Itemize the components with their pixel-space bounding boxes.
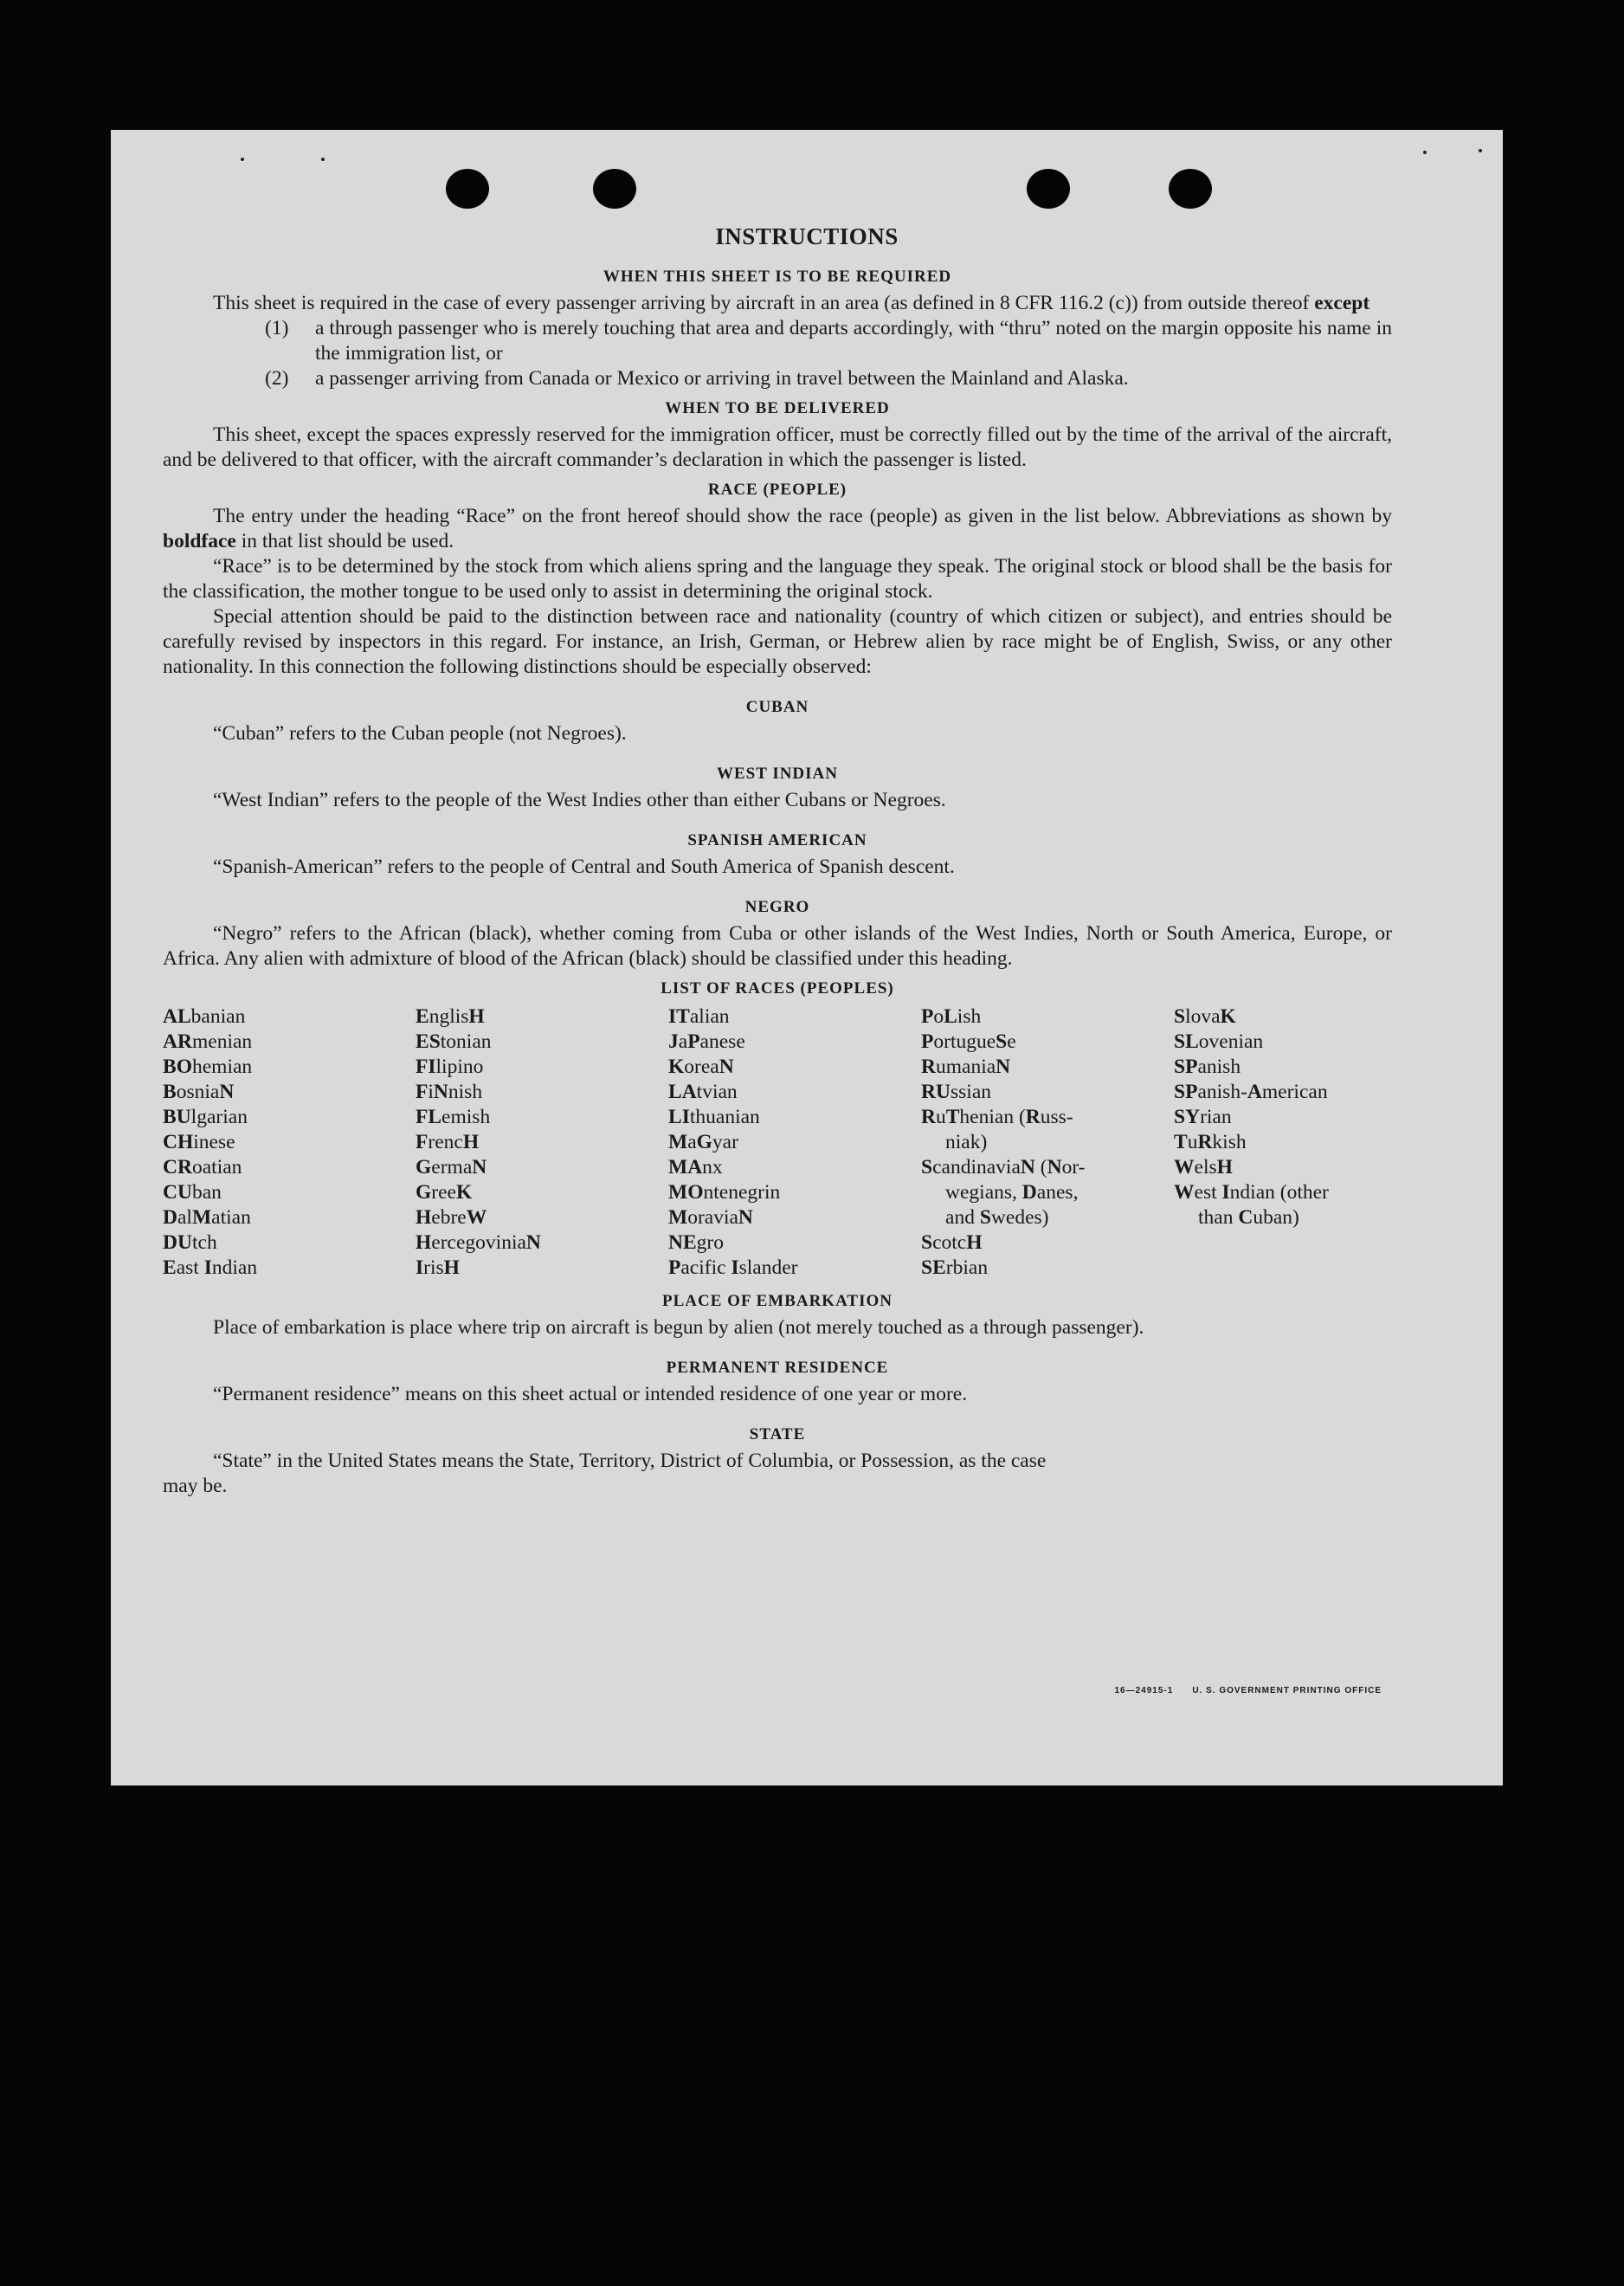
cuban-paragraph: “Cuban” refers to the Cuban people (not Negroes). [213,722,627,745]
races-column [921,1004,1174,1281]
section-heading-spanish-american: SPANISH AMERICAN [687,831,867,849]
section-heading-residence: PERMANENT RESIDENCE [666,1359,889,1377]
speck [1423,151,1427,154]
state-paragraph: “State” in the United States means the State, Territory, District of Columbia, or Possession, as the case [213,1450,1047,1472]
race-entry: MAnx [668,1156,723,1179]
speck [321,158,325,161]
race-entry: BOhemian [163,1056,253,1078]
printing-footer: 16—24915-1 U. S. GOVERNMENT PRINTING OFFICE [1114,1686,1382,1695]
race-entry: LIthuanian [668,1106,760,1128]
race-entry: GermaN [416,1156,487,1179]
section-heading-state: STATE [749,1425,806,1443]
race-entry: IrisH [416,1256,460,1279]
race-entry: PoLish [921,1005,982,1028]
page-title: INSTRUCTIONS [715,223,899,249]
race-entry: than Cuban) [1198,1206,1299,1229]
race-entry: SYrian [1174,1106,1232,1128]
race-entry: GreeK [416,1181,473,1204]
delivered-paragraph: This sheet, except the spaces expressly reserved for the immigration officer, must be correctly filled out by the time of the arrival of the aircraft, and be delivered to that officer, with the aircraft commander’s declaration in which the passenger is listed. [163,423,1392,471]
race-entry: EStonian [416,1030,492,1053]
race-entry: TuRkish [1174,1131,1247,1153]
race-entry: ScotcH [921,1231,983,1254]
races-column [163,1004,416,1281]
race-entry: SPanish-American [1174,1081,1328,1103]
residence-paragraph: “Permanent residence” means on this sheet actual or intended residence of one year or more. [213,1383,968,1405]
race-entry: FiNnish [416,1081,483,1103]
race-entry: FLemish [416,1106,491,1128]
race-entry: RuThenian (Russ- [921,1106,1073,1128]
races-list [163,1004,1392,1281]
race-entry: DUtch [163,1231,217,1254]
race-entry: SErbian [921,1256,989,1279]
race-entry: SlovaK [1174,1005,1236,1028]
section-heading-negro: NEGRO [744,898,810,916]
race-entry: WelsH [1174,1156,1233,1179]
race-entry: SLovenian [1174,1030,1264,1053]
race-entry: ITalian [668,1005,730,1028]
race-entry: DalMatian [163,1206,251,1229]
negro-paragraph: “Negro” refers to the African (black), whether coming from Cuba or other islands of the West Indies, North or South America, Europe, or Africa. Any alien with admixture of blood of the African (black) should be classified under this heading. [163,922,1392,970]
punch-hole [1169,169,1212,209]
race-entry: JaPanese [668,1030,745,1053]
races-column [1174,1004,1392,1281]
race-entry: CUban [163,1181,222,1204]
west-indian-paragraph: “West Indian” refers to the people of the West Indies other than either Cubans or Negroes. [213,789,946,811]
exception-item: (1) a through passenger who is merely touching that area and departs accordingly, with “thru” noted on the margin opposite his name in the immigration list, or [265,317,1392,365]
race-entry: RUssian [921,1081,991,1103]
race-entry: West Indian (other [1174,1181,1329,1204]
race-paragraph-1: The entry under the heading “Race” on the front hereof should show the race (people) as given in the list below. Abbreviations as shown by boldface in that list should be used. [163,505,1392,552]
race-entry: BUlgarian [163,1106,248,1128]
race-entry: niak) [945,1131,988,1153]
race-entry: ALbanian [163,1005,246,1028]
speck [241,158,244,161]
race-entry: KoreaN [668,1056,734,1078]
embarkation-paragraph: Place of embarkation is place where trip on aircraft is begun by alien (not merely touched as a through passenger). [213,1316,1144,1339]
race-entry: SPanish [1174,1056,1241,1078]
punch-hole [593,169,636,209]
punch-hole [1027,169,1070,209]
race-entry: CHinese [163,1131,235,1153]
race-entry: ScandinaviaN (Nor- [921,1156,1086,1179]
race-entry: MoraviaN [668,1206,753,1229]
exception-item: (2) a passenger arriving from Canada or Mexico or arriving in travel between the Mainland and Alaska. [265,367,1129,390]
race-entry: RumaniaN [921,1056,1011,1078]
race-entry: ARmenian [163,1030,253,1053]
races-column [416,1004,668,1281]
section-heading-required: WHEN THIS SHEET IS TO BE REQUIRED [603,268,952,286]
races-column [668,1004,921,1281]
race-entry: Pacific Islander [668,1256,798,1279]
race-entry: FrencH [416,1131,480,1153]
race-paragraph-2: “Race” is to be determined by the stock from which aliens spring and the language they speak. The original stock or blood shall be the basis for the classification, the mother tongue to be used only to assist in determining the original stock. [163,555,1392,603]
section-heading-list-of-races: LIST OF RACES (PEOPLES) [661,979,894,998]
race-entry: NEgro [668,1231,724,1254]
document-page [111,130,1503,1786]
race-entry: and Swedes) [945,1206,1049,1229]
speck [1479,149,1482,152]
required-paragraph: This sheet is required in the case of every passenger arriving by aircraft in an area (as defined in 8 CFR 116.2 (c)) from outside thereof except [213,292,1370,314]
race-entry: East Indian [163,1256,258,1279]
race-entry: FIlipino [416,1056,484,1078]
section-heading-west-indian: WEST INDIAN [717,765,838,783]
section-heading-embarkation: PLACE OF EMBARKATION [662,1292,893,1310]
race-entry: LAtvian [668,1081,738,1103]
race-entry: EnglisH [416,1005,485,1028]
race-entry: wegians, Danes, [945,1181,1079,1204]
section-heading-cuban: CUBAN [745,698,809,716]
race-entry: HercegoviniaN [416,1231,541,1254]
race-entry: MOntenegrin [668,1181,781,1204]
race-entry: CRoatian [163,1156,242,1179]
race-entry: MaGyar [668,1131,738,1153]
race-paragraph-3: Special attention should be paid to the distinction between race and nationality (country of which citizen or subject), and entries should be carefully revised by inspectors in this regard. For instance, an Irish, German, or Hebrew alien by race might be of English, Swiss, or any other nationality. In this connection the following distinctions should be especially observed: [163,605,1392,678]
instructions-body [163,260,1392,1499]
state-paragraph-end: may be. [163,1475,228,1497]
section-heading-race: RACE (PEOPLE) [707,481,847,499]
race-entry: PortugueSe [921,1030,1016,1053]
punch-hole [446,169,489,209]
spanish-american-paragraph: “Spanish-American” refers to the people of Central and South America of Spanish descent. [213,856,955,878]
race-entry: BosniaN [163,1081,235,1103]
race-entry: HebreW [416,1206,487,1229]
section-heading-delivered: WHEN TO BE DELIVERED [665,399,890,417]
